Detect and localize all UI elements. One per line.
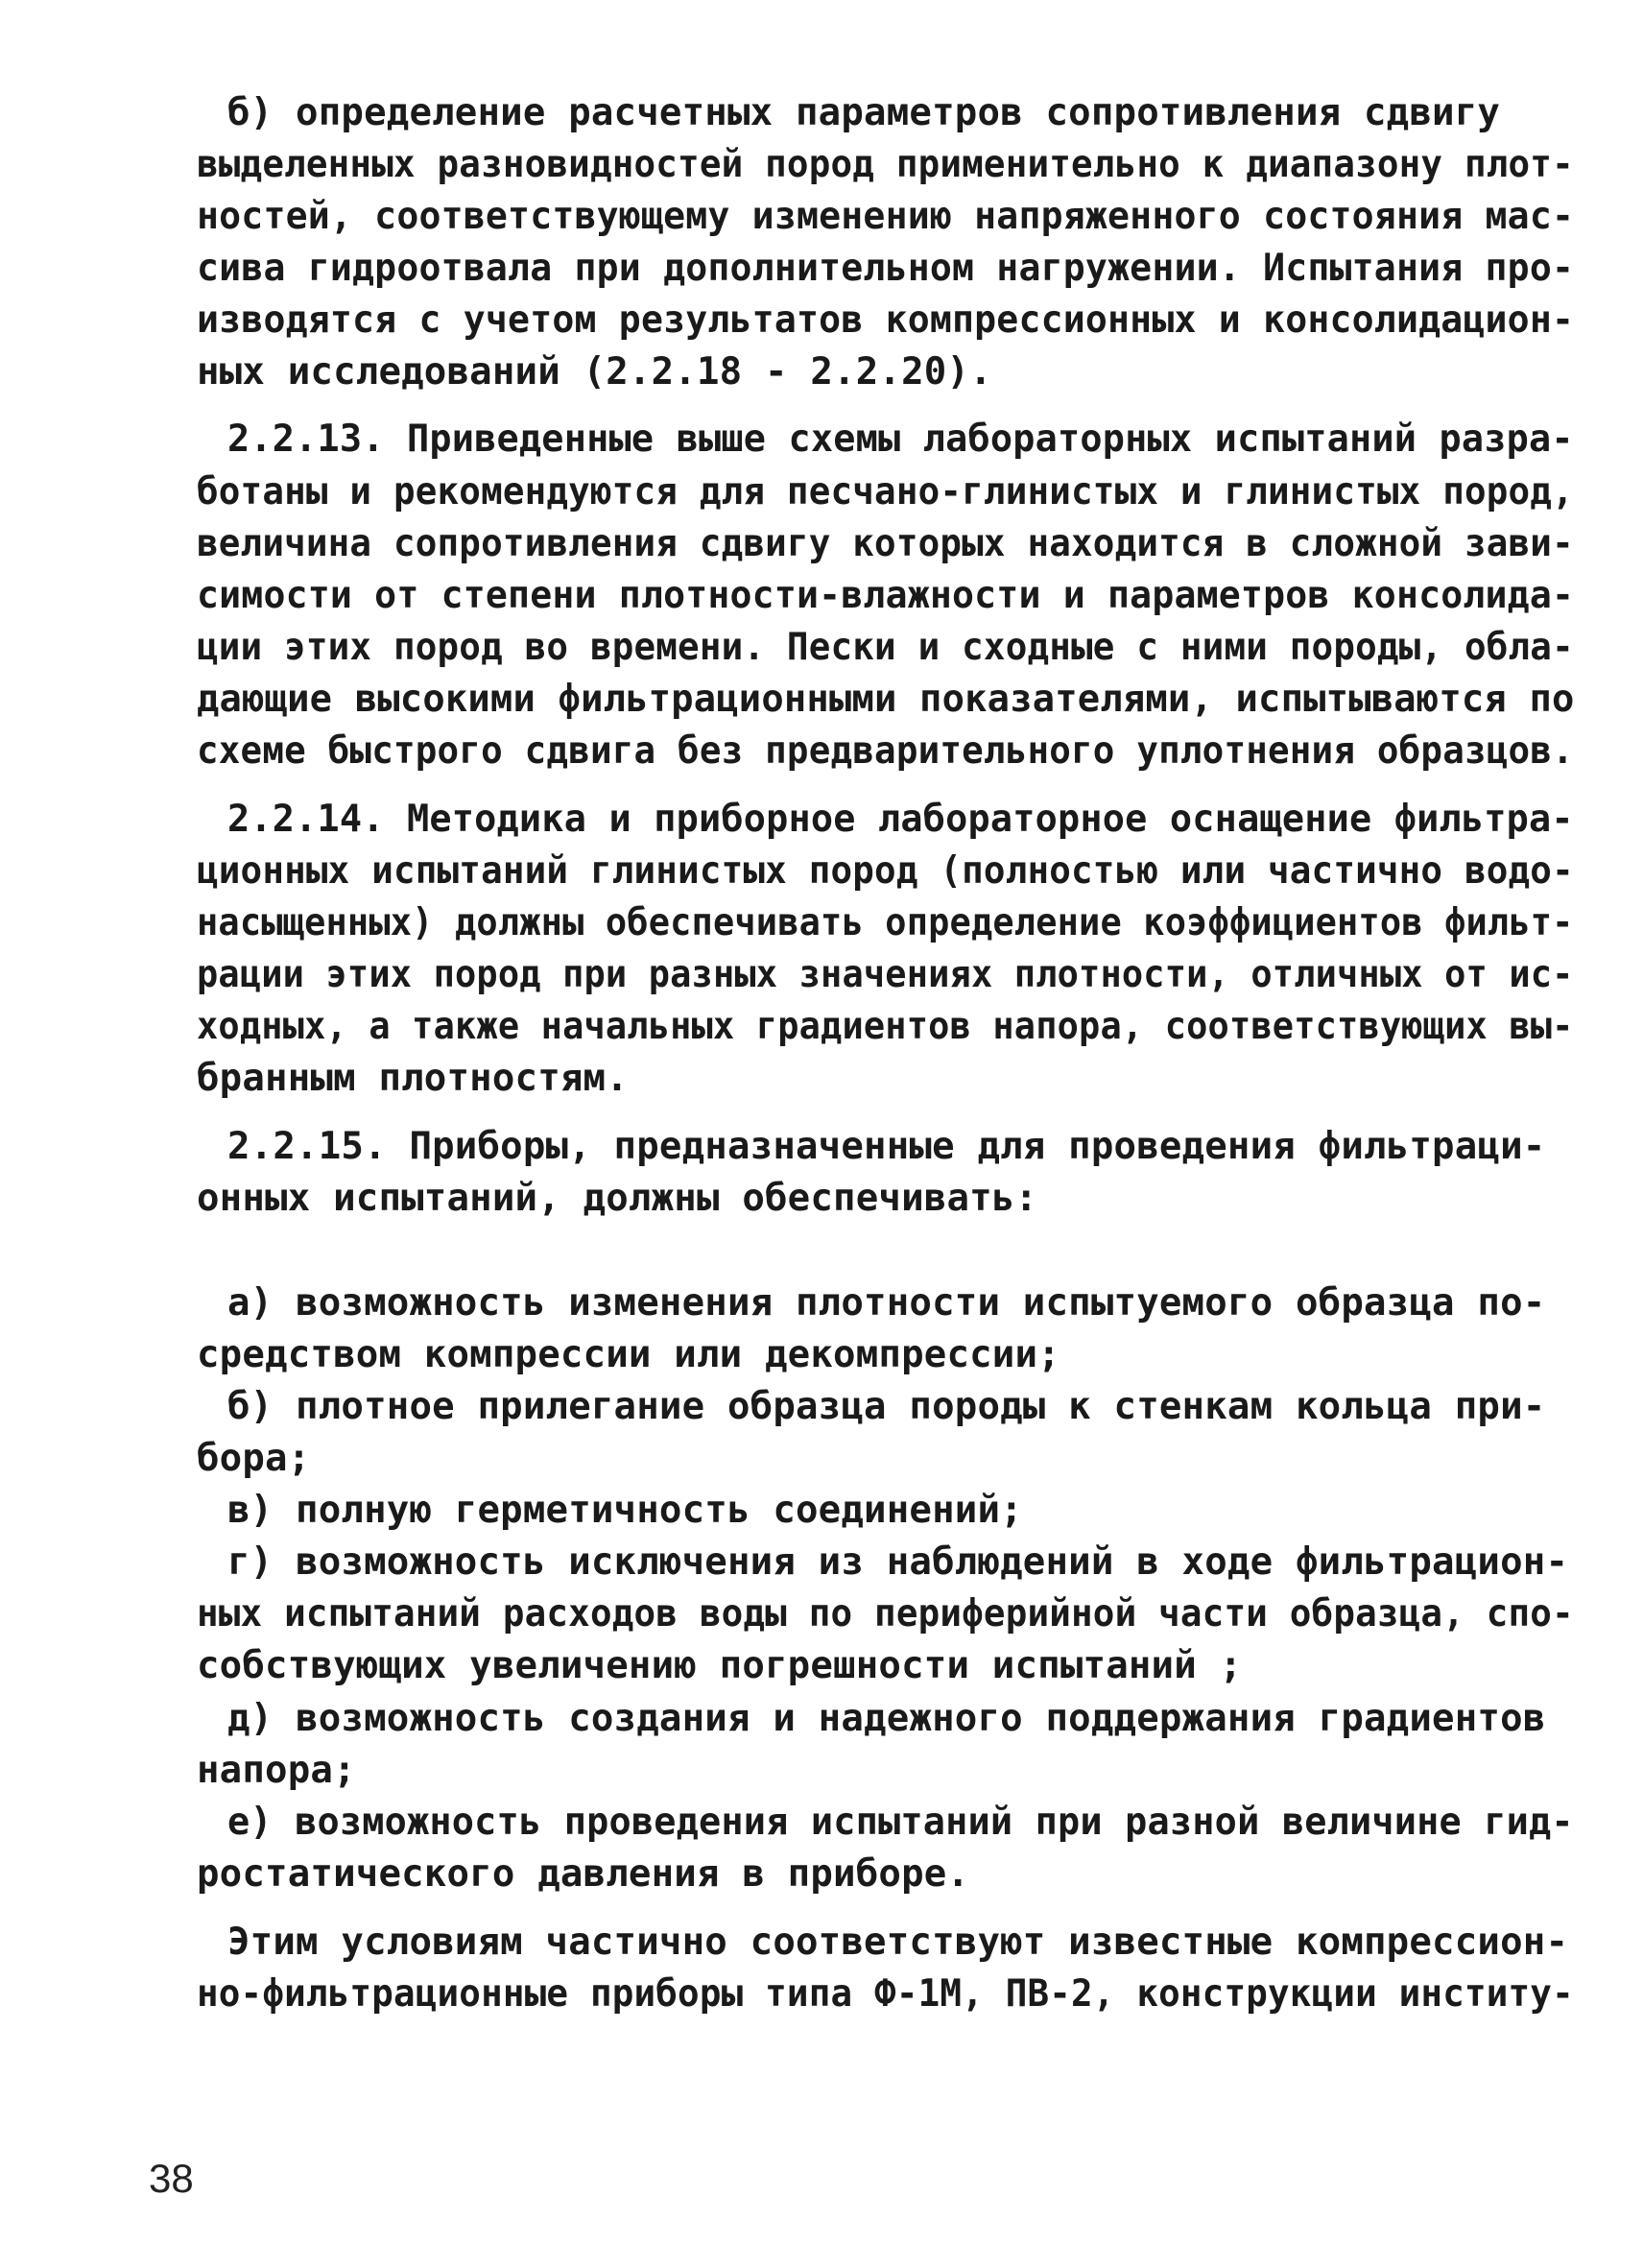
list-item-line: ростатического давления в приборе. <box>197 1852 970 1896</box>
paragraph-line: бранным плотностям. <box>197 1057 629 1100</box>
list-item-line: д) возможность создания и надежного поддержания градиентов <box>227 1697 1546 1740</box>
paragraph-line: дающие высокими фильтрационными показателями, испытываются по <box>197 678 1575 721</box>
paragraph-line: ходных, а также начальных градиентов напора, соответствующих вы- <box>197 1005 1574 1048</box>
paragraph-line: выделенных разновидностей пород применительно к диапазону плот- <box>197 143 1574 186</box>
paragraph-line: Этим условиям частично соответствуют известные компрессион- <box>227 1921 1569 1964</box>
paragraph-line: ции этих пород во времени. Пески и сходные с ними породы, обла- <box>197 626 1574 669</box>
paragraph-line: 2.2.14. Методика и приборное лабораторное оснащение фильтра- <box>227 798 1574 841</box>
paragraph-line: схеме быстрого сдвига без предварительного уплотнения образцов. <box>197 729 1574 773</box>
paragraph-line: б) определение расчетных параметров сопротивления сдвигу <box>227 91 1501 134</box>
paragraph-line: 2.2.13. Приведенные выше схемы лабораторных испытаний разра- <box>227 418 1574 461</box>
paragraph-line: рации этих пород при разных значениях плотности, отличных от ис- <box>197 953 1574 996</box>
list-item-line: собствующих увеличению погрешности испытаний ; <box>197 1644 1243 1687</box>
paragraph-line: насыщенных) должны обеспечивать определение коэффициентов фильт- <box>197 901 1574 944</box>
list-item-line: средством компрессии или декомпрессии; <box>197 1333 1060 1376</box>
list-item-line: г) возможность исключения из наблюдений в ходе фильтрацион- <box>227 1540 1569 1584</box>
list-item-line: е) возможность проведения испытаний при разной величине гид- <box>227 1801 1574 1844</box>
paragraph-line: 2.2.15. Приборы, предназначенные для проведения фильтраци- <box>227 1125 1546 1168</box>
list-item-line: б) плотное прилегание образца породы к стенкам кольца при- <box>227 1385 1546 1428</box>
list-item-line: напора; <box>197 1749 356 1792</box>
paragraph-line: но-фильтрационные приборы типа Ф-1М, ПВ-2, конструкции институ- <box>197 1972 1574 2016</box>
list-item-line: ных испытаний расходов воды по периферийной части образца, спо- <box>197 1592 1574 1635</box>
paragraph-line: величина сопротивления сдвигу которых находится в сложной зави- <box>197 522 1574 565</box>
paragraph-line: симости от степени плотности-влажности и параметров консолида- <box>197 574 1575 617</box>
list-item-line: бора; <box>197 1437 311 1480</box>
paragraph-line: ностей, соответствующему изменению напряженного состояния мас- <box>197 195 1575 238</box>
paragraph-line: онных испытаний, должны обеспечивать: <box>197 1177 1038 1220</box>
paragraph-line: ботаны и рекомендуются для песчано-глинистых и глинистых пород, <box>197 470 1574 513</box>
paragraph-line: сива гидроотвала при дополнительном нагружении. Испытания про- <box>197 247 1575 290</box>
list-item-line: в) полную герметичность соединений; <box>227 1489 1023 1532</box>
paragraph-line: ных исследований (2.2.18 - 2.2.20). <box>197 350 992 394</box>
page-number: 38 <box>149 2156 194 2201</box>
paragraph-line: ционных испытаний глинистых пород (полностью или частично водо- <box>197 849 1574 893</box>
paragraph-line: изводятся с учетом результатов компрессионных и консолидацион- <box>197 298 1575 342</box>
list-item-line: а) возможность изменения плотности испытуемого образца по- <box>227 1281 1546 1325</box>
